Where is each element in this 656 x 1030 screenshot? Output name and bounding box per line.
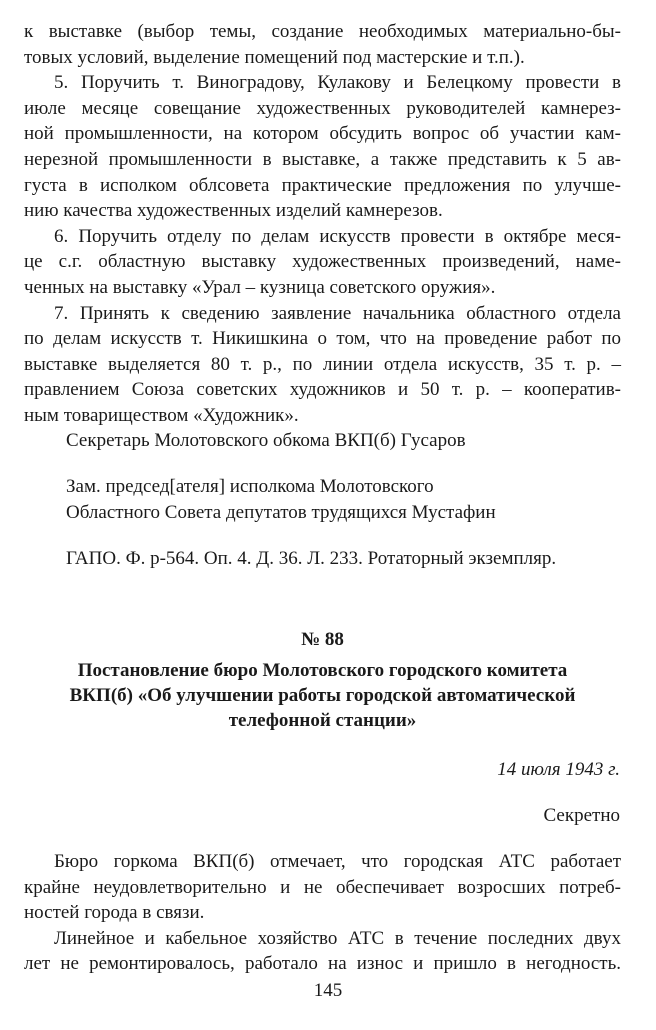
text-line: Линейное и кабельное хозяйство АТС в течение последних двух — [54, 927, 621, 949]
document-title-line: Постановление бюро Молотовского городского комитета — [77, 660, 568, 681]
signature-deputy-line2: Областного Совета депутатов трудящихся Мустафин — [66, 502, 496, 523]
text-line: ченных на выставку «Урал – кузница советского оружия». — [24, 276, 496, 298]
text-line: це с.г. областную выставку художественных произведений, наме- — [24, 251, 621, 273]
archive-reference: ГАПО. Ф. р-564. Оп. 4. Д. 36. Л. 233. Ротаторный экземпляр. — [66, 548, 557, 569]
classification-mark: Секретно — [543, 805, 620, 826]
text-line: 5. Поручить т. Виноградову, Кулакову и Белецкому провести в — [54, 72, 621, 94]
text-line: ным товариществом «Художник». — [24, 404, 299, 426]
text-line: товых условий, выделение помещений под мастерские и т.п.). — [24, 46, 525, 68]
text-block-resolution — [24, 849, 621, 977]
text-line: нерезной промышленности в выставке, а также представить к 5 ав- — [24, 148, 621, 170]
signature-deputy-line1: Зам. председ[ателя] исполкома Молотовского — [66, 476, 434, 497]
text-line: нию качества художественных изделий камнерезов. — [24, 200, 443, 222]
document-title-line: телефонной станции» — [228, 710, 417, 731]
text-line: ной промышленности, на котором обсудить вопрос об участии кам- — [24, 123, 621, 145]
text-line: по делам искусств т. Никишкина о том, что на проведение работ по — [24, 328, 621, 350]
text-line: крайне неудовлетворительно и не обеспечивает возросших потреб- — [24, 876, 621, 898]
signature-secretary: Секретарь Молотовского обкома ВКП(б) Гусаров — [66, 430, 466, 451]
text-line: 6. Поручить отделу по делам искусств провести в октябре меся- — [54, 225, 621, 247]
text-line: правлением Союза советских художников и 50 т. р. – кооператив- — [24, 379, 621, 401]
text-line: Бюро горкома ВКП(б) отмечает, что городская АТС работает — [54, 851, 621, 872]
document-date: 14 июля 1943 г. — [497, 759, 620, 780]
text-line: ностей города в связи. — [24, 902, 205, 924]
document-number: № 88 — [301, 629, 344, 650]
text-line: лет не ремонтировалось, работало на износ и пришло в негодность. — [24, 953, 621, 975]
page-number: 145 — [313, 980, 343, 1001]
text-line: июле месяце совещание художественных руководителей камнерез- — [24, 97, 621, 119]
text-line: 7. Принять к сведению заявление начальника областного отдела — [54, 302, 621, 324]
text-block-continuation — [24, 19, 621, 429]
document-title — [24, 658, 621, 733]
document-title-line: ВКП(б) «Об улучшении работы городской автоматической — [69, 685, 576, 706]
text-line: выставке выделяется 80 т. р., по линии отдела искусств, 35 т. р. – — [24, 353, 621, 375]
text-line: к выставке (выбор темы, создание необходимых материально-бы- — [24, 21, 621, 42]
text-line: густа в исполком облсовета практические предложения по улучше- — [24, 174, 621, 196]
